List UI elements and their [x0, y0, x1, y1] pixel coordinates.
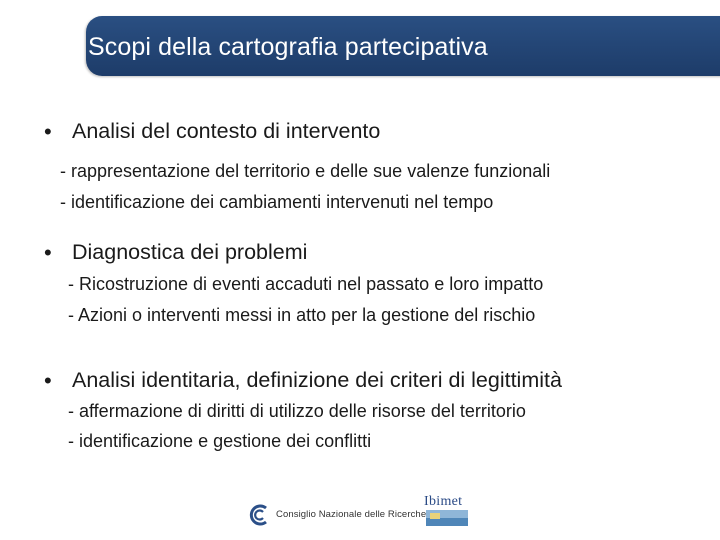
section-3-heading: Analisi identitaria, definizione dei criteri di legittimità — [72, 368, 562, 392]
cnr-logo-text: Consiglio Nazionale delle Ricerche — [276, 509, 427, 520]
section-1-heading: Analisi del contesto di intervento — [72, 119, 381, 143]
footer-logos — [248, 494, 478, 534]
section-3-item-2: - identificazione e gestione dei conflitti — [68, 431, 372, 451]
section-2-item-2: - Azioni o interventi messi in atto per la gestione del rischio — [68, 305, 536, 325]
cnr-logo-icon — [248, 504, 272, 526]
section-1-item-1: - rappresentazione del territorio e delle sue valenze funzionali — [60, 161, 551, 181]
bullet-2-marker: • — [44, 240, 52, 265]
section-1-item-2: - identificazione dei cambiamenti intervenuti nel tempo — [60, 192, 494, 212]
section-2-item-1: - Ricostruzione di eventi accaduti nel passato e loro impatto — [68, 274, 544, 294]
bullet-1-marker: • — [44, 119, 52, 144]
slide-title: Scopi della cartografia partecipativa — [88, 33, 488, 61]
section-3-item-1: - affermazione di diritti di utilizzo delle risorse del territorio — [68, 401, 526, 421]
ibimet-logo-text: Ibimet — [424, 494, 463, 509]
section-2-heading: Diagnostica dei problemi — [72, 240, 308, 264]
bullet-3-marker: • — [44, 368, 52, 393]
